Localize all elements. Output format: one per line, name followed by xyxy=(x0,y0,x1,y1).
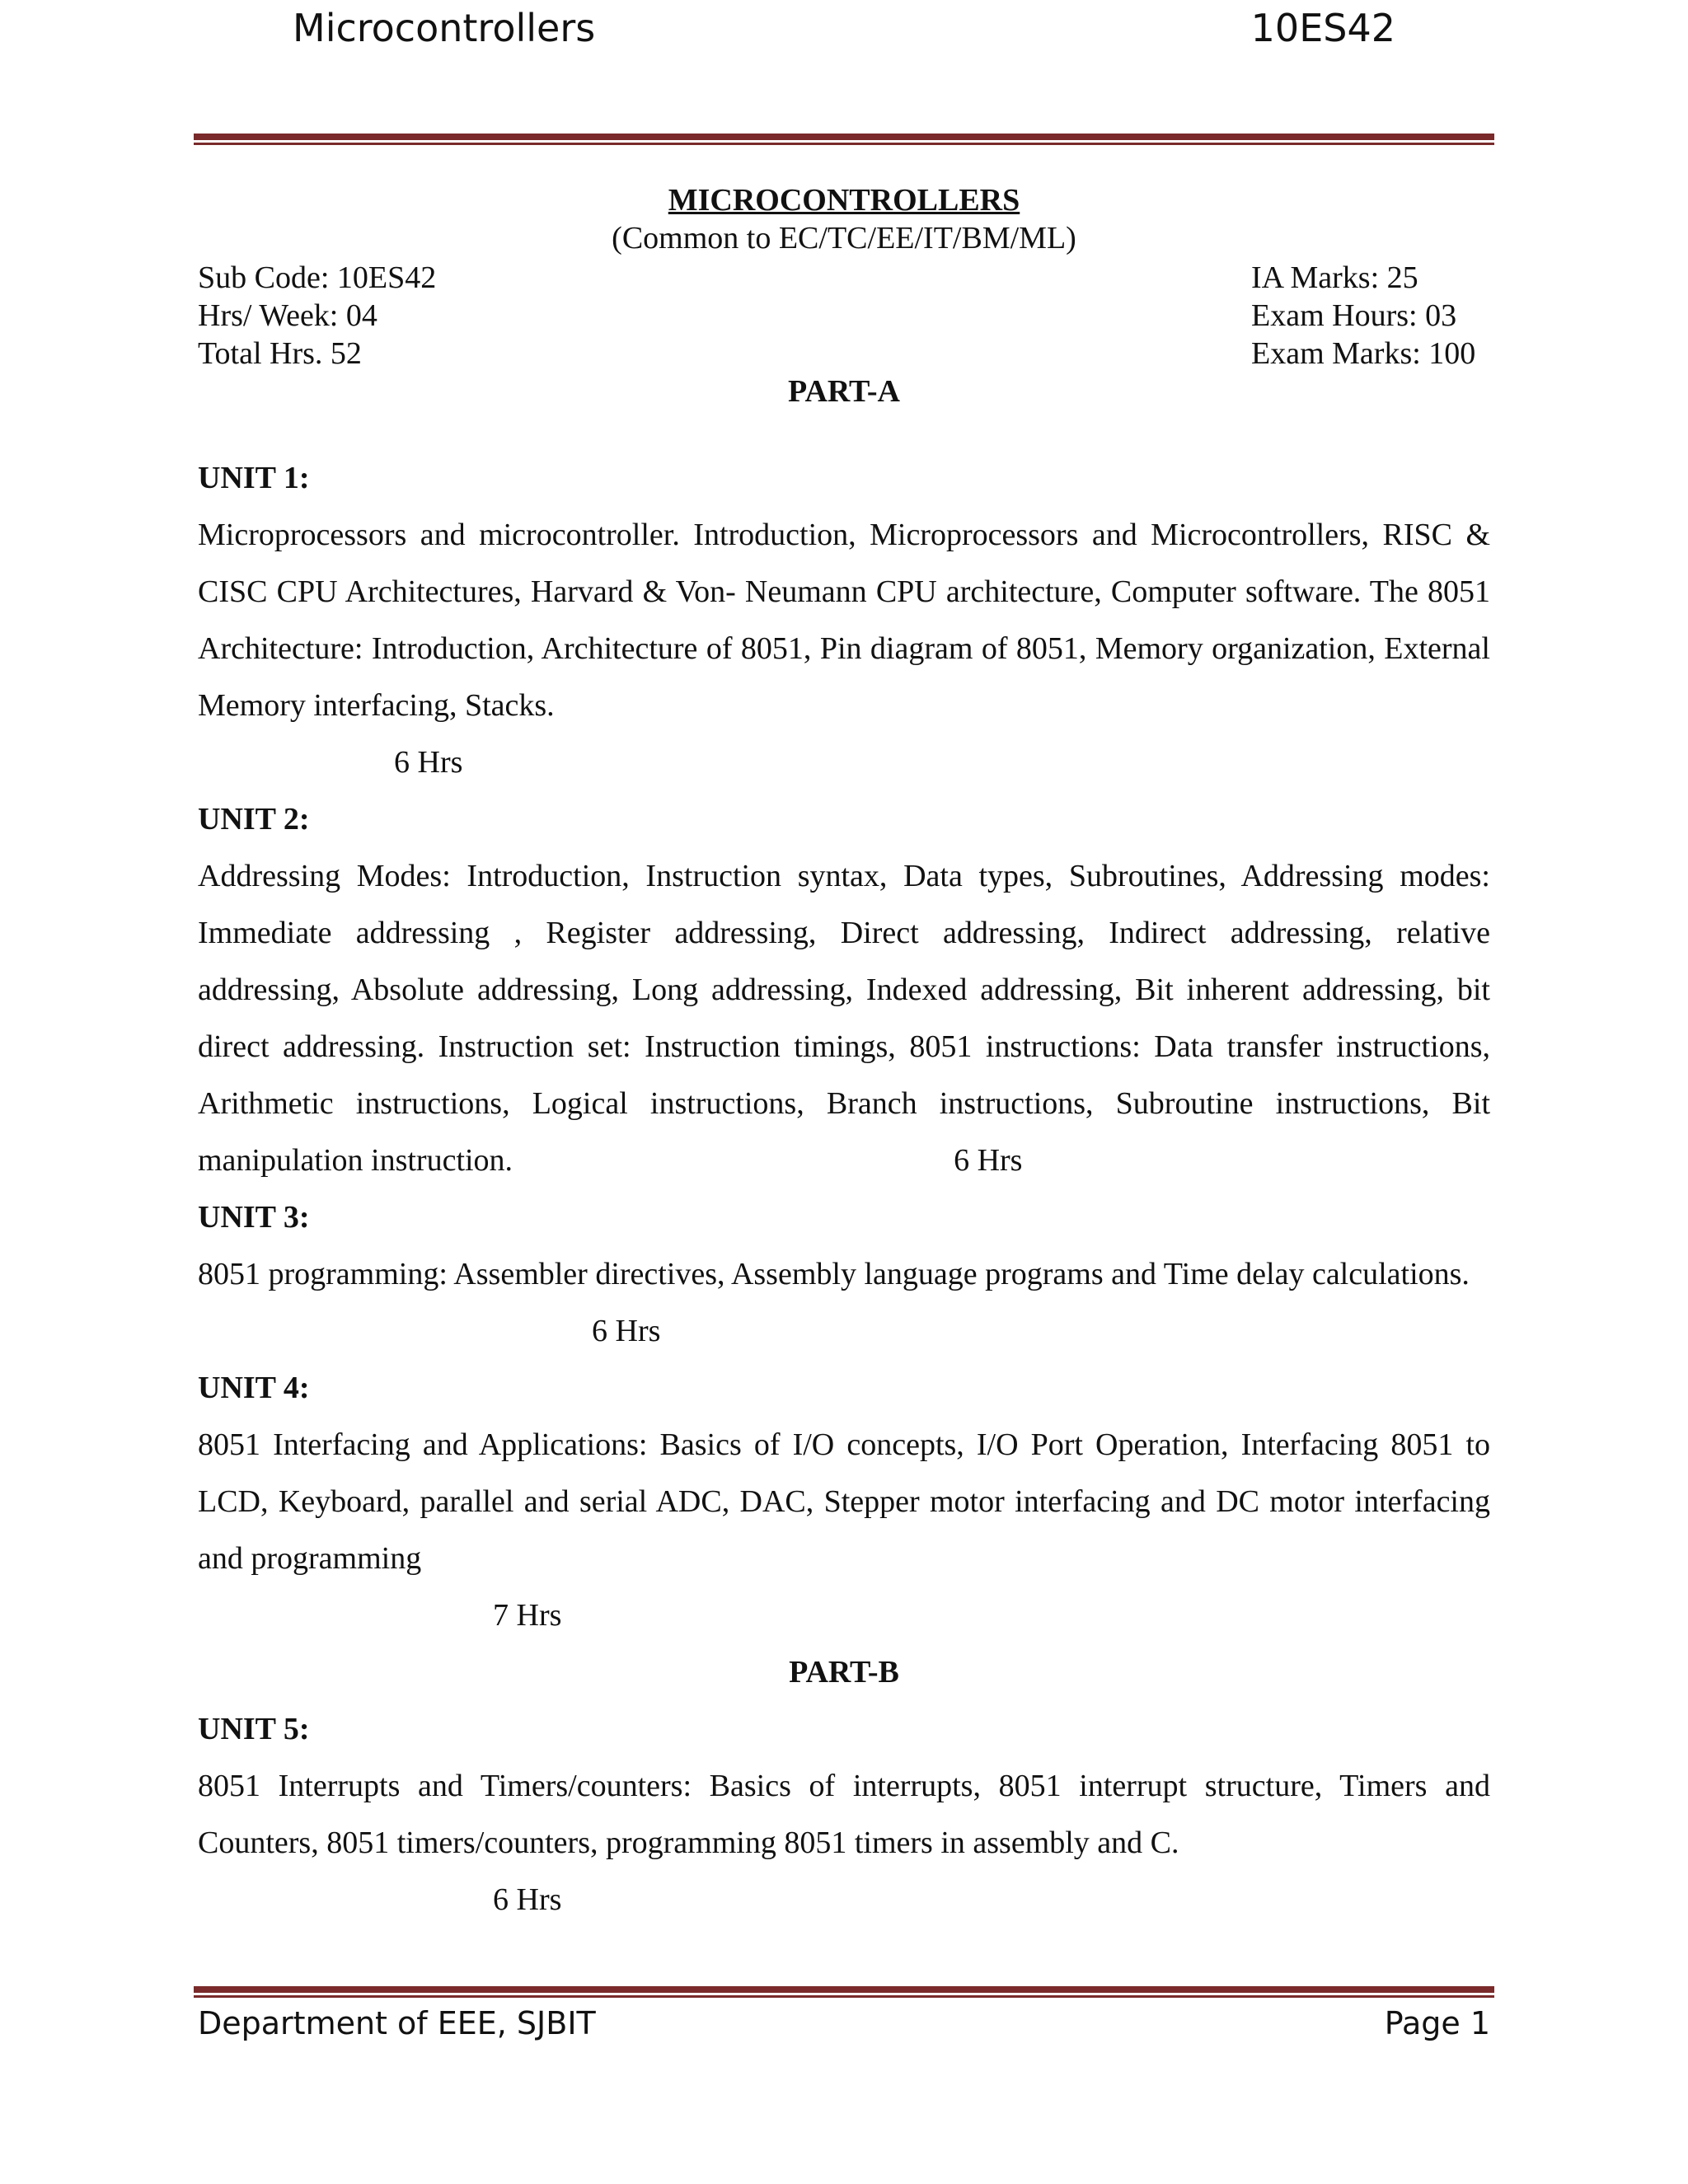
unit-5-hrs: 6 Hrs xyxy=(493,1882,562,1917)
ia-marks: IA Marks: 25 xyxy=(1251,260,1418,295)
unit-3-hrs: 6 Hrs xyxy=(592,1314,661,1348)
unit-4-body: 8051 Interfacing and Applications: Basics of I/O concepts, I/O Port Operation, Interfacing 8051 to LCD, Keyboard, parallel and serial ADC, DAC, Stepper motor interfacing and DC motor interfacing and programming xyxy=(198,1427,1490,1576)
sub-code: Sub Code: 10ES42 xyxy=(198,260,437,295)
unit-1-body: Microprocessors and microcontroller. Introduction, Microprocessors and Microcontrollers, RISC & CISC CPU Architectures, Harvard & Von- Neumann CPU architecture, Computer software. The 8051 Architecture: Introduction, Architecture of 8051, Pin diagram of 8051, Memory organization, External Memory interfacing, Stacks. xyxy=(198,518,1490,723)
part-b-heading: PART-B xyxy=(789,1655,899,1690)
unit-2-title: UNIT 2: xyxy=(198,802,310,837)
header-rule xyxy=(194,134,1494,145)
unit-3-body: 8051 programming: Assembler directives, Assembly language programs and Time delay calculations. xyxy=(198,1257,1470,1291)
exam-marks: Exam Marks: 100 xyxy=(1251,336,1476,371)
unit-1-title: UNIT 1: xyxy=(198,461,310,495)
unit-3-title: UNIT 3: xyxy=(198,1200,310,1235)
part-a-heading: PART-A xyxy=(788,374,900,409)
unit-5-title: UNIT 5: xyxy=(198,1712,310,1746)
syllabus-content xyxy=(198,181,1490,1929)
total-hrs: Total Hrs. 52 xyxy=(198,336,362,371)
hrs-week: Hrs/ Week: 04 xyxy=(198,298,377,333)
unit-2-text: Addressing Modes: Introduction, Instruction syntax, Data types, Subroutines, Addressing modes: Immediate addressing , Register addressing, Direct addressing, Indirect addressing, relative addressing, Absolute addressing, Long addressing, Indexed addressing, Bit inherent addressing, bit direct addressing. Instruction set: Instruction timings, 8051 instructions: Data transfer instructions, Arithmetic instructions, Logical instructions, Branch instructions, Subroutine instructions, Bit manipulation instruction. xyxy=(198,859,1490,1178)
exam-hours: Exam Hours: 03 xyxy=(1251,298,1457,333)
unit-4-title: UNIT 4: xyxy=(198,1371,310,1405)
unit-2-hrs: 6 Hrs xyxy=(954,1143,1023,1178)
course-meta xyxy=(198,259,1490,373)
document-subtitle: (Common to EC/TC/EE/IT/BM/ML) xyxy=(612,221,1076,255)
footer-rule xyxy=(194,1986,1494,1998)
page-number: Page 1 xyxy=(1384,2005,1490,2041)
page-header xyxy=(293,0,1395,58)
unit-5-body: 8051 Interrupts and Timers/counters: Basics of interrupts, 8051 interrupt structure, Timers and Counters, 8051 timers/counters, programming 8051 timers in assembly and C. xyxy=(198,1769,1490,1860)
unit-1-hrs: 6 Hrs xyxy=(394,745,463,780)
header-course-code: 10ES42 xyxy=(1250,6,1395,50)
unit-4-hrs: 7 Hrs xyxy=(493,1598,562,1633)
footer-department: Department of EEE, SJBIT xyxy=(198,2005,596,2041)
header-course-name: Microcontrollers xyxy=(293,6,596,50)
page-footer xyxy=(198,1999,1490,2048)
unit-2-body xyxy=(198,848,1490,1189)
document-title: MICROCONTROLLERS xyxy=(668,183,1020,218)
